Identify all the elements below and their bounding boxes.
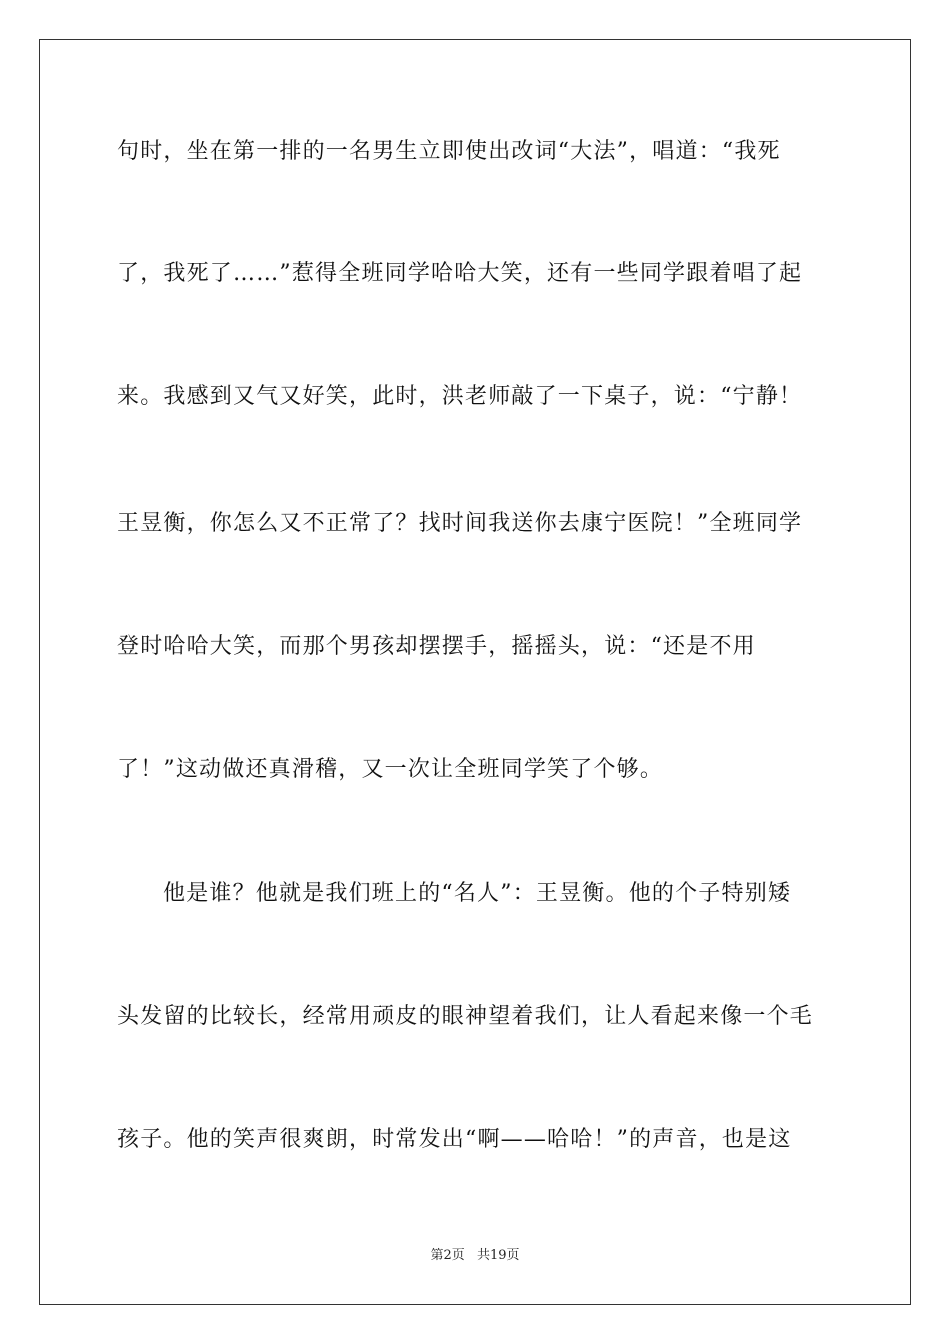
text-line: 王昱衡，你怎么又不正常了？找时间我送你去康宁医院！”全班同学 <box>117 511 803 536</box>
page-border <box>39 39 911 1305</box>
paragraph-first-line: 他是谁？他就是我们班上的“名人”：王昱衡。他的个子特别矮 <box>163 881 792 906</box>
text-line: 了，我死了……”惹得全班同学哈哈大笑，还有一些同学跟着唱了起 <box>117 261 803 286</box>
text-line: 登时哈哈大笑，而那个男孩却摆摆手，摇摇头，说：“还是不用 <box>117 634 756 659</box>
total-pages: 共19页 <box>476 1248 520 1263</box>
page-number: 第2页 <box>430 1248 465 1263</box>
text-line: 来。我感到又气又好笑，此时，洪老师敲了一下桌子，说：“宁静！ <box>117 384 803 409</box>
text-line: 孩子。他的笑声很爽朗，时常发出“啊——哈哈！”的声音，也是这 <box>117 1127 792 1152</box>
page-footer <box>0 1246 950 1266</box>
text-line: 头发留的比较长，经常用顽皮的眼神望着我们，让人看起来像一个毛 <box>117 1004 814 1029</box>
text-line: 句时，坐在第一排的一名男生立即使出改词“大法”，唱道：“我死 <box>117 139 781 164</box>
text-line: 了！”这动做还真滑稽，又一次让全班同学笑了个够。 <box>117 757 664 782</box>
